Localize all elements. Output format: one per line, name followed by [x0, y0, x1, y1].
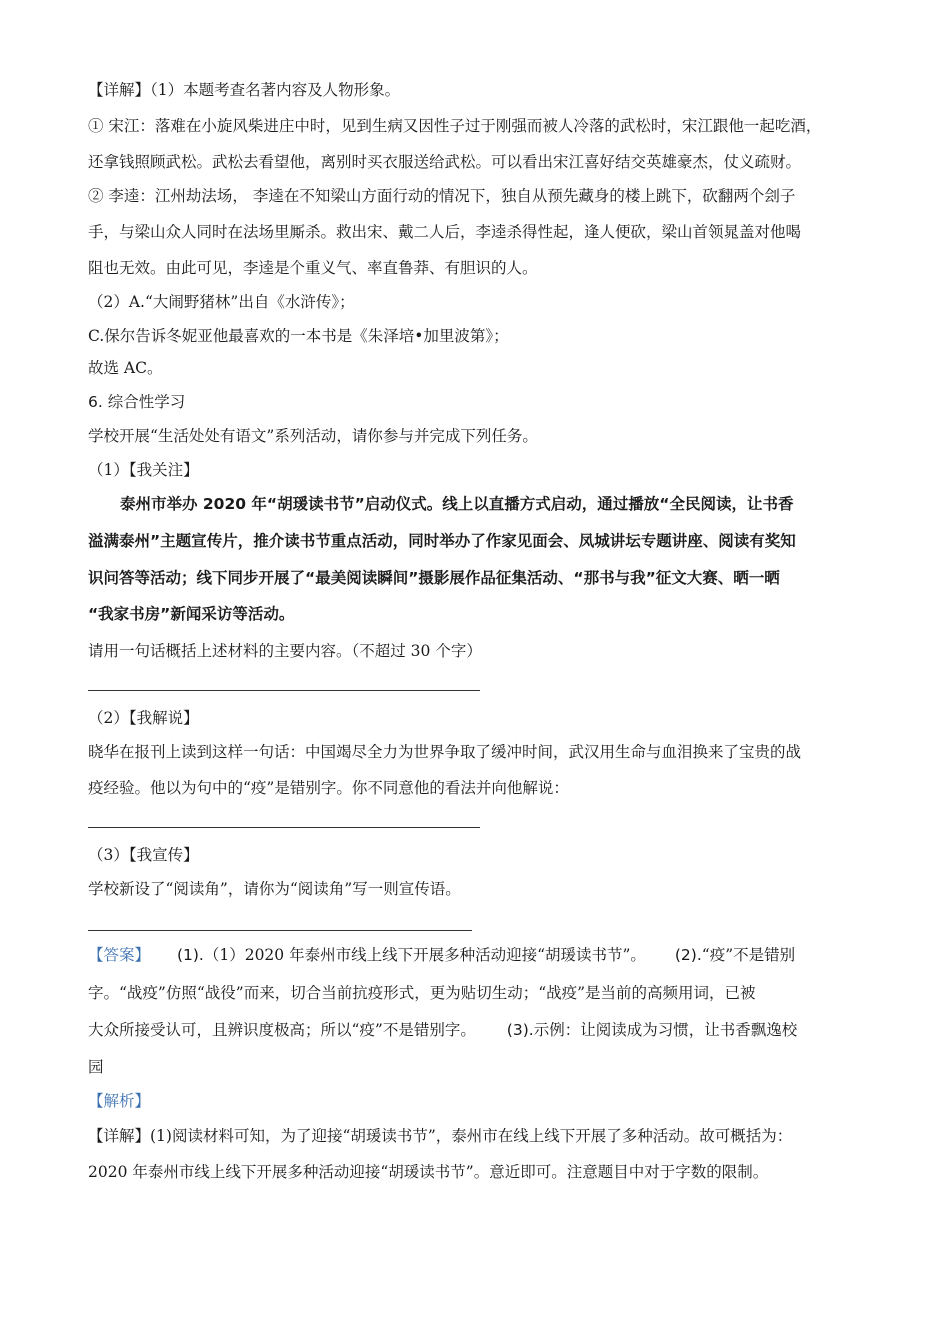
- material-line: 识问答等活动；线下同步开展了“最美阅读瞬间”摄影展作品征集活动、“那书与我”征文大赛、晒一晒: [88, 569, 780, 587]
- text-line: 园: [88, 1058, 104, 1076]
- text-line: 学校新设了“阅读角”，请你为“阅读角”写一则宣传语。: [88, 880, 461, 898]
- answer-line-3: [88, 1020, 797, 1040]
- text-line: 2020 年泰州市线上线下开展多种活动迎接“胡瑗读书节”。意近即可。注意题目中对于字数的限制。: [88, 1163, 769, 1181]
- answer-num-3: (3).: [506, 1021, 534, 1039]
- text-line: 疫经验。他以为句中的“疫”是错别字。你不同意他的看法并向他解说：: [88, 779, 569, 797]
- answer-line-1: [88, 945, 795, 965]
- prompt-line: 请用一句话概括上述材料的主要内容。（不超过 30 个字）: [88, 642, 482, 660]
- answer-text: 示例：让阅读成为习惯，让书香飘逸校: [533, 1021, 798, 1039]
- text-line: （2）A.“大闹野猪林”出自《水浒传》；: [88, 293, 355, 311]
- answer-num-1: (1).: [176, 946, 204, 964]
- answer-text: “疫”不是错别: [701, 946, 796, 964]
- analysis-tag: 【解析】: [88, 1092, 151, 1110]
- material-line: 溢满泰州”主题宣传片，推介读书节重点活动，同时举办了作家见面会、凤城讲坛专题讲座、阅读有奖知: [88, 532, 796, 550]
- answer-tag: 【答案】: [88, 946, 151, 964]
- text-line: 【详解】(1)阅读材料可知，为了迎接“胡瑗读书节”，泰州市在线上线下开展了多种活动。故可概括为：: [88, 1127, 793, 1145]
- answer-text: （1）2020 年泰州市线上线下开展多种活动迎接“胡瑗读书节”。: [203, 946, 646, 964]
- subtask-heading: （3）【我宣传】: [88, 846, 199, 864]
- material-line: 泰州市举办 2020 年“胡瑗读书节”启动仪式。线上以直播方式启动，通过播放“全民阅读，让书香: [120, 495, 794, 513]
- text-line: ② 李逵：江州劫法场， 李逵在不知梁山方面行动的情况下，独自从预先藏身的楼上跳下，砍翻两个刽子: [88, 187, 796, 205]
- answer-num-2: (2).: [674, 946, 702, 964]
- answer-text: 大众所接受认可，且辨识度极高；所以“疫”不是错别字。: [88, 1021, 476, 1039]
- question-title: 6. 综合性学习: [88, 393, 186, 411]
- answer-blank-1: [88, 690, 480, 691]
- text-line: 还拿钱照顾武松。武松去看望他，离别时买衣服送给武松。可以看出宋江喜好结交英雄豪杰，仗义疏财。: [88, 153, 802, 171]
- subtask-heading: （2）【我解说】: [88, 709, 199, 727]
- text-line: 故选 AC。: [88, 359, 163, 377]
- text-line: C.保尔告诉冬妮亚他最喜欢的一本书是《朱泽培•加里波第》；: [88, 327, 509, 345]
- text-line: 学校开展“生活处处有语文”系列活动，请你参与并完成下列任务。: [88, 427, 538, 445]
- text-line: 晓华在报刊上读到这样一句话：中国竭尽全力为世界争取了缓冲时间，武汉用生命与血泪换来了宝贵的战: [88, 743, 802, 761]
- material-line: “我家书房”新闻采访等活动。: [88, 605, 295, 623]
- text-line: 字。“战疫”仿照“战役”而来，切合当前抗疫形式，更为贴切生动；“战疫”是当前的高频用词，已被: [88, 984, 756, 1002]
- subtask-heading: （1）【我关注】: [88, 461, 199, 479]
- detail-heading: 【详解】（1）本题考查名著内容及人物形象。: [88, 81, 401, 99]
- text-line: 阻也无效。由此可见，李逵是个重义气、率直鲁莽、有胆识的人。: [88, 259, 538, 277]
- answer-blank-2: [88, 827, 480, 828]
- answer-blank-3: [88, 930, 472, 931]
- text-line: ① 宋江：落难在小旋风柴进庄中时，见到生病又因性子过于刚强而被人冷落的武松时，宋江跟他一起吃酒，: [88, 117, 822, 135]
- text-line: 手，与梁山众人同时在法场里厮杀。救出宋、戴二人后，李逵杀得性起，逢人便砍，梁山首领晁盖对他喝: [88, 223, 802, 241]
